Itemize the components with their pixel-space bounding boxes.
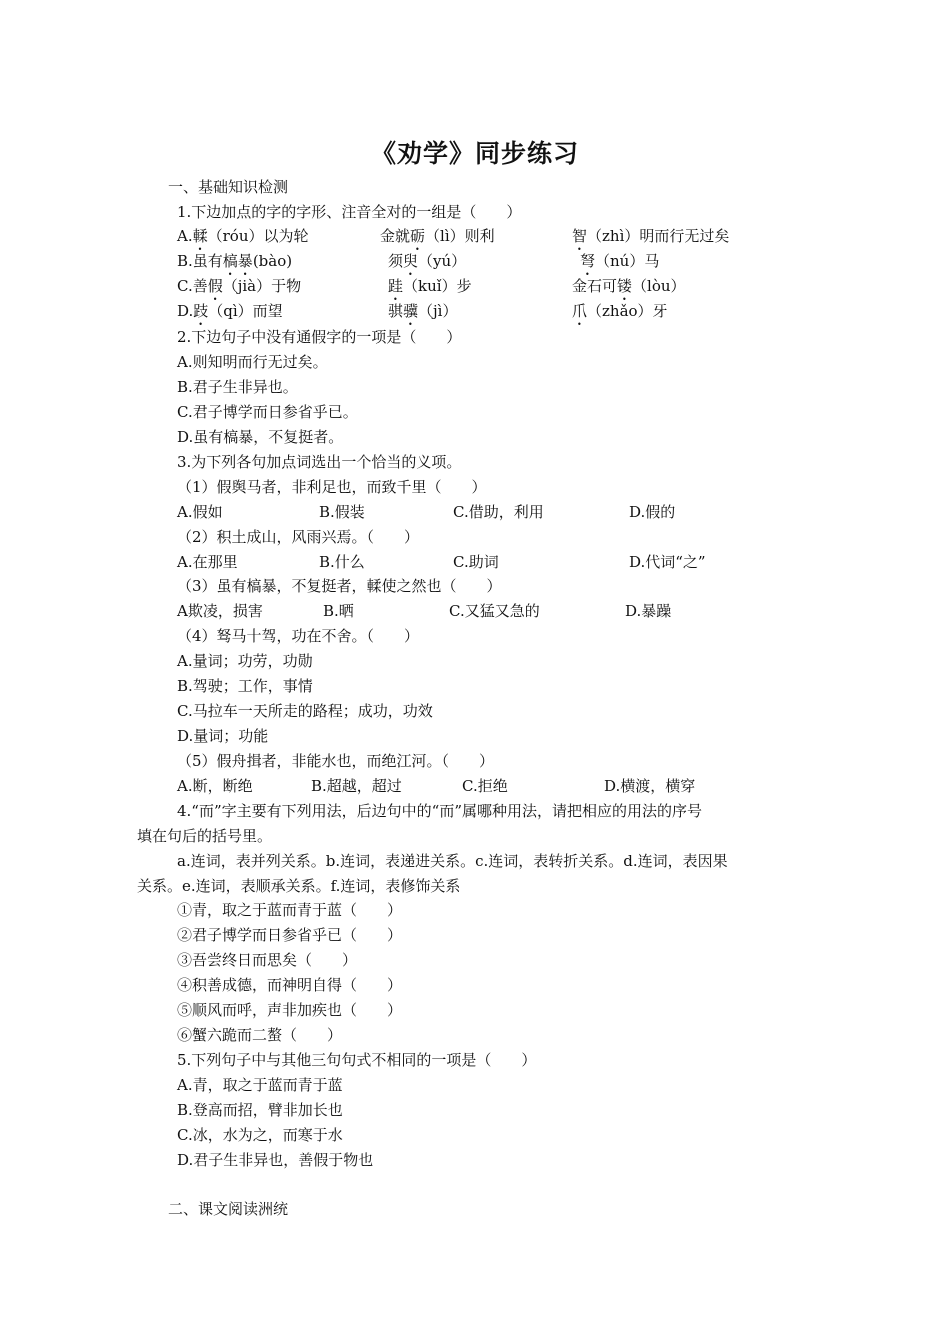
q4-item-2: ②君子博学而日参省乎已（ ） [177,926,403,944]
option-a: A.在那里 [177,553,238,571]
q4-stem-line1: 4.“而”字主要有下列用法，后边句中的“而”属哪种用法，请把相应的用法的序号 [177,802,702,820]
q3-sub4-option-a: A.量词；功劳，功勋 [177,652,313,670]
option-b: B.超越，超过 [311,777,402,795]
q5-option-d: D.君子生非异也，善假于物也 [177,1151,374,1169]
q2-option-d: D.虽有槁暴，不复挺者。 [177,428,344,446]
q5-stem: 5.下列句子中与其他三句句式不相同的一项是（ ） [177,1051,537,1069]
q4-item-4: ④积善成德，而神明自得（ ） [177,976,403,994]
option-c: C.拒绝 [462,777,508,795]
page-title: 《劝学》同步练习 [370,139,579,168]
option-b: B.什么 [319,553,365,571]
q1-stem: 1.下边加点的字的字形、注音全对的一组是（ ） [177,203,522,221]
section-heading-reading: 二、课文阅读洲统 [168,1200,289,1218]
q5-option-a: A.青，取之于蓝而青于蓝 [177,1076,343,1094]
q3-sub4: （4）驽马十驾，功在不舍。（ ） [177,627,420,645]
q4-usage-line2: 关系。e.连词，表顺承关系。f.连词，表修饰关系 [137,877,461,895]
option-d: D.代词“之” [629,553,706,571]
q4-stem-line2: 填在句后的括号里。 [137,827,273,845]
q4-item-6: ⑥蟹六跪而二螯（ ） [177,1026,343,1044]
q3-sub4-option-b: B.驾驶；工作，事情 [177,677,313,695]
q2-option-c: C.君子博学而日参省乎已。 [177,403,358,421]
q2-option-b: B.君子生非异也。 [177,378,298,396]
option-a: A欺凌，损害 [177,602,263,620]
q2-option-a: A.则知明而行无过矣。 [177,353,328,371]
option-d: D.暴躁 [625,602,672,620]
q2-stem: 2.下边句子中没有通假字的一项是（ ） [177,328,462,346]
q4-usage-line1: a.连词，表并列关系。b.连词，表递进关系。c.连词，表转折关系。d.连词，表因果 [177,852,728,870]
q3-sub4-option-c: C.马拉车一天所走的路程；成功，功效 [177,702,433,720]
option-b: B.假装 [319,503,365,521]
option-c: C.借助，利用 [453,503,544,521]
option-c: C.助词 [453,553,499,571]
section-heading-basic: 一、基础知识检测 [168,178,289,196]
q5-option-c: C.冰，水为之，而寒于水 [177,1126,343,1144]
q3-sub3: （3）虽有槁暴，不复挺者，輮使之然也（ ） [177,577,502,595]
q3-stem: 3.为下列各句加点词选出一个恰当的义项。 [177,453,462,471]
q5-option-b: B.登高而招，臂非加长也 [177,1101,343,1119]
option-b: B.晒 [323,602,354,620]
q3-sub4-option-d: D.量词；功能 [177,727,269,745]
document-page: 《劝学》同步练习 一、基础知识检测 1.下边加点的字的字形、注音全对的一组是（ ） A.輮（róu）以为轮 金就砺（lì）则利 智（zhì）明而行无过矣 B.虽有槁暴(bào) 须臾（yú） 弩（nú）马 C.善假（jià）于物 跬（kuǐ）步 金石可镂（lòu） D.跂（qì）而望 骐骥（jì） 爪（zhǎo）牙 2.下边句子中没有通假字的一项是（ ） A.则知明而行无过矣。 B.君子生非异也。 C.君子博学而日参省乎已。 D.虽有槁暴，不复挺者。 3.为下列各句加点词选出一个恰当的义项。 （1）假舆马者，非利足也，而致千里（ ） A.假如 B.假装 C.借助，利用 D.假的 （2）积土成山，风雨兴焉。（ ） A.在那里 B.什么 C.助词 D.代词“之” （3）虽有槁暴，不复挺者，輮使之然也（ ） A欺凌，损害 B.晒 C.又猛又急的 D.暴躁 （4）驽马十驾，功在不舍。（ ） A.量词；功劳，功勋 B.驾驶；工作，事情 C.马拉车一天所走的路程；成功，功效 D.量词；功能 （5）假舟揖者，非能水也，而绝江河。（ ） A.断，断绝 B.超越，超过 C.拒绝 D.横渡，横穿 4.“而”字主要有下列用法，后边句中的“而”属哪种用法，请把相应的用法的序号 填在句后的括号里。 a.连词，表并列关系。b.连词，表递进关系。c.连词，表转折关系。d.连词，表因果 关系。e.连词，表顺承关系。f.连词，表修饰关系 ①青，取之于蓝而青于蓝（ ） ②君子博学而日参省乎已（ ） ③吾尝终日而思矣（ ） ④积善成德，而神明自得（ ） ⑤顺风而呼，声非加疾也（ ） ⑥蟹六跪而二螯（ ） 5.下列句子中与其他三句句式不相同的一项是（ ） A.青，取之于蓝而青于蓝 B.登高而招，臂非加长也 C.冰，水为之，而寒于水 D.君子生非异也，善假于物也 二、课文阅读洲统 [0,0,950,1344]
q4-item-5: ⑤顺风而呼，声非加疾也（ ） [177,1001,403,1019]
q4-item-1: ①青，取之于蓝而青于蓝（ ） [177,901,403,919]
q4-item-3: ③吾尝终日而思矣（ ） [177,951,358,969]
option-a: A.假如 [177,503,223,521]
q3-sub1: （1）假舆马者，非利足也，而致千里（ ） [177,478,487,496]
option-d: D.假的 [629,503,676,521]
option-a: A.断，断绝 [177,777,253,795]
q3-sub5: （5）假舟揖者，非能水也，而绝江河。（ ） [177,752,495,770]
option-d: D.横渡，横穿 [604,777,696,795]
q3-sub2: （2）积土成山，风雨兴焉。（ ） [177,528,420,546]
option-c: C.又猛又急的 [449,602,540,620]
